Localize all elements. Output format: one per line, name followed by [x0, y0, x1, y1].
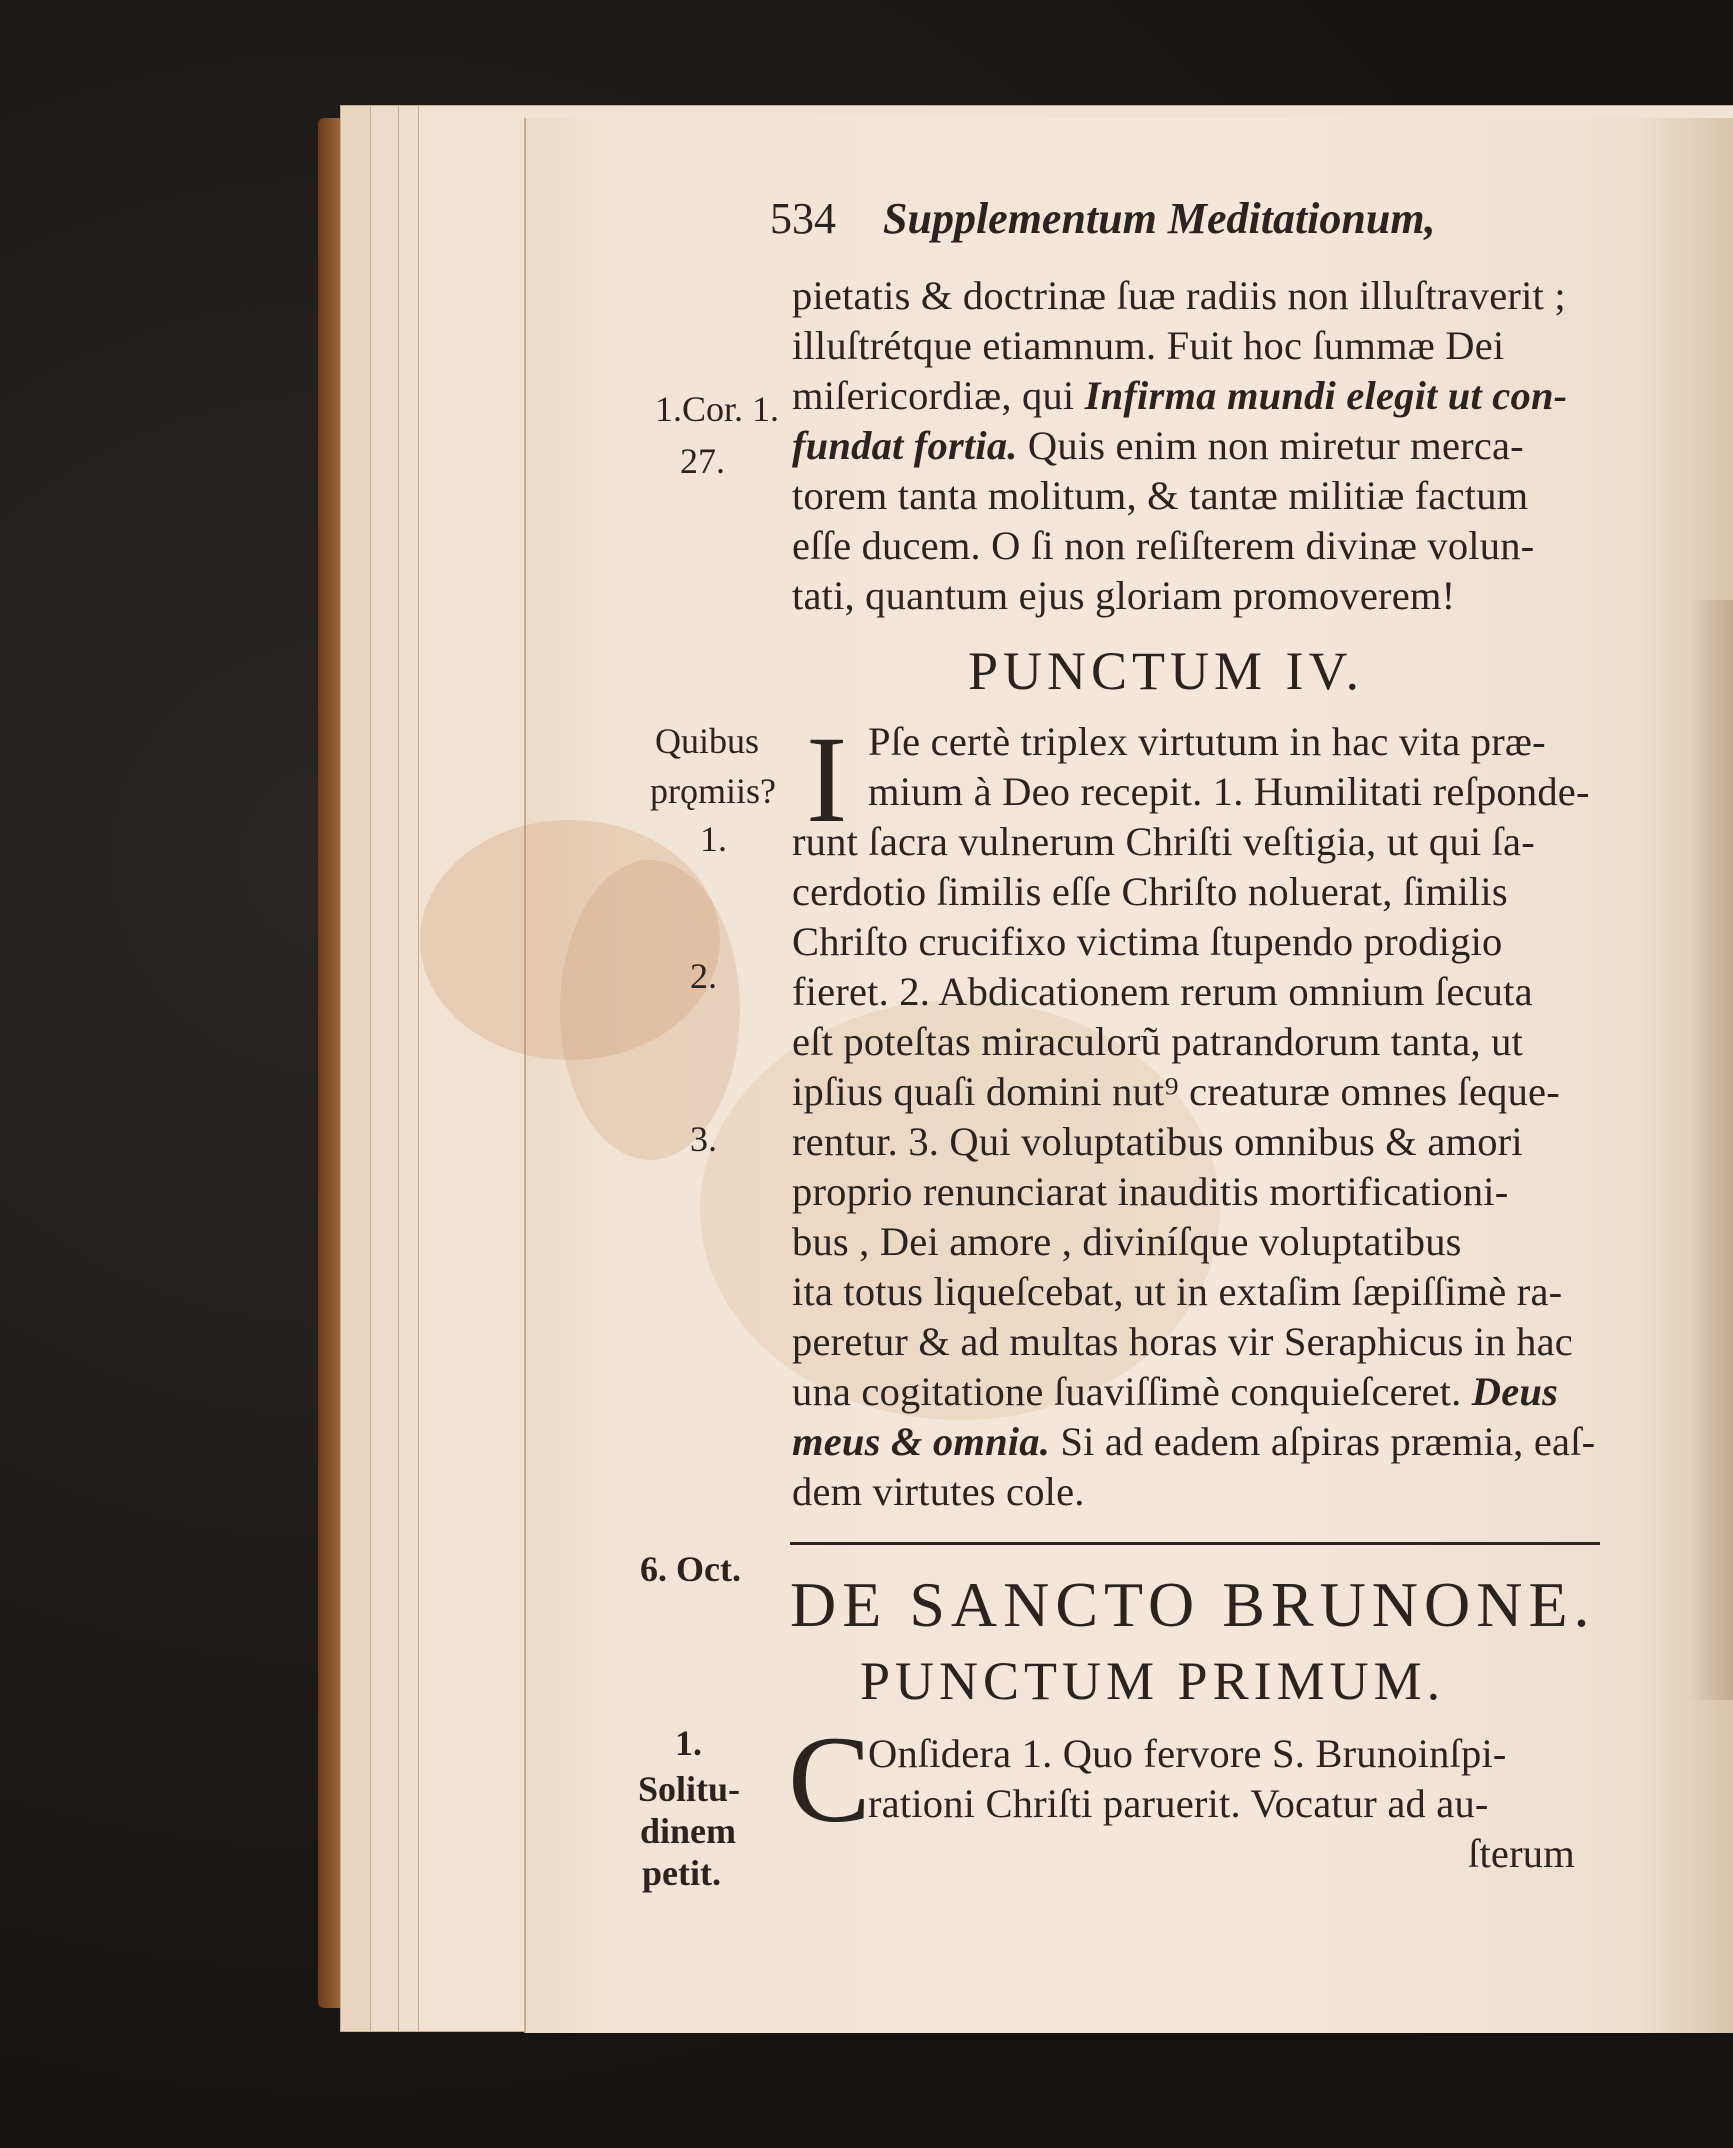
feast-date: 6. Oct. [640, 1549, 741, 1589]
text-line [792, 1368, 1558, 1415]
margin-number: 1. [700, 819, 727, 859]
text-line: tati, quantum ejus gloriam promoverem! [792, 573, 1456, 618]
running-title: Supplementum Meditationum, [883, 194, 1436, 243]
motto-text: meus & omnia. [792, 1419, 1051, 1464]
section-divider [790, 1542, 1600, 1545]
text-line: rentur. 3. Qui voluptatibus omnibus & amori [792, 1119, 1523, 1164]
margin-number: 1. [675, 1723, 702, 1763]
text-line: mium à Deo recepit. 1. Humilitati reſponde- [868, 769, 1590, 814]
section-heading: PUNCTUM IV. [968, 641, 1365, 701]
scripture-quote: Infirma mundi elegit ut con- [1084, 373, 1568, 418]
text-line [792, 1418, 1595, 1465]
margin-note: prǫmiis? [650, 771, 776, 811]
text-line [792, 422, 1524, 469]
drop-cap: C [788, 1711, 871, 1848]
text-line: dem virtutes cole. [792, 1469, 1085, 1514]
margin-note: Solitu- [638, 1769, 741, 1809]
text-line: eſt poteſtas miraculorũ patrandorum tanta, ut [792, 1019, 1524, 1064]
scripture-quote: fundat fortia. [792, 423, 1018, 468]
running-header [770, 193, 1436, 244]
text-line: illuſtrétque etiamnum. Fuit hoc ſummæ Dei [792, 323, 1505, 368]
text-line: ita totus liqueſcebat, ut in extaſim ſæpiſſimè ra- [792, 1269, 1563, 1314]
page-gutter-shadow [1690, 600, 1733, 1700]
text-line: cerdotio ſimilis eſſe Chriſto noluerat, ſimilis [792, 869, 1508, 914]
text-line: Pſe certè triplex virtutum in hac vita præ- [868, 719, 1546, 764]
text-span: Si ad eadem aſpiras præmia, eaſ- [1050, 1419, 1596, 1464]
drop-cap: I [806, 711, 848, 848]
text-line: bus , Dei amore , diviníſque voluptatibus [792, 1219, 1462, 1264]
margin-number: 2. [690, 956, 717, 996]
text-line [792, 372, 1567, 419]
margin-note: Quibus [655, 721, 760, 761]
margin-note: dinem [640, 1811, 737, 1851]
text-line: fieret. 2. Abdicationem rerum omnium ſecuta [792, 969, 1533, 1014]
text-span: Quis enim non miretur merca- [1017, 423, 1524, 468]
text-line: ipſius quaſi domini nut⁹ creaturæ omnes ſeque- [792, 1069, 1560, 1114]
text-line: pietatis & doctrinæ ſuæ radiis non illuſtraverit ; [792, 273, 1566, 318]
text-line: eſſe ducem. O ſi non reſiſterem divinæ volun- [792, 523, 1535, 568]
text-line: proprio renunciarat inauditis mortificationi- [792, 1169, 1509, 1214]
text-line: torem tanta molitum, & tantæ militiæ factum [792, 473, 1529, 518]
catchword: ſterum [1468, 1831, 1575, 1876]
text-span: una cogitatione ſuaviſſimè conquieſceret. [792, 1369, 1462, 1414]
page-number: 534 [770, 194, 836, 243]
text-line: Chriſto crucifixo victima ſtupendo prodigio [792, 919, 1503, 964]
motto-text: Deus [1471, 1369, 1559, 1414]
text-line: peretur & ad multas horas vir Seraphicus in hac [792, 1319, 1573, 1364]
text-line: rationi Chriſti paruerit. Vocatur ad au- [868, 1781, 1489, 1826]
text-line: Onſidera 1. Quo fervore S. Brunoinſpi- [868, 1731, 1507, 1776]
water-stain [560, 860, 740, 1160]
text-span: miſericordiæ, qui [792, 373, 1075, 418]
chapter-title: DE SANCTO BRUNONE. [790, 1569, 1596, 1640]
margin-reference: 1.Cor. 1. [655, 389, 780, 429]
text-line: runt ſacra vulnerum Chriſti veſtigia, ut qui ſa- [792, 819, 1535, 864]
margin-reference: 27. [680, 441, 725, 481]
margin-note: petit. [642, 1853, 721, 1893]
margin-number: 3. [690, 1119, 717, 1159]
section-heading: PUNCTUM PRIMUM. [860, 1651, 1446, 1711]
